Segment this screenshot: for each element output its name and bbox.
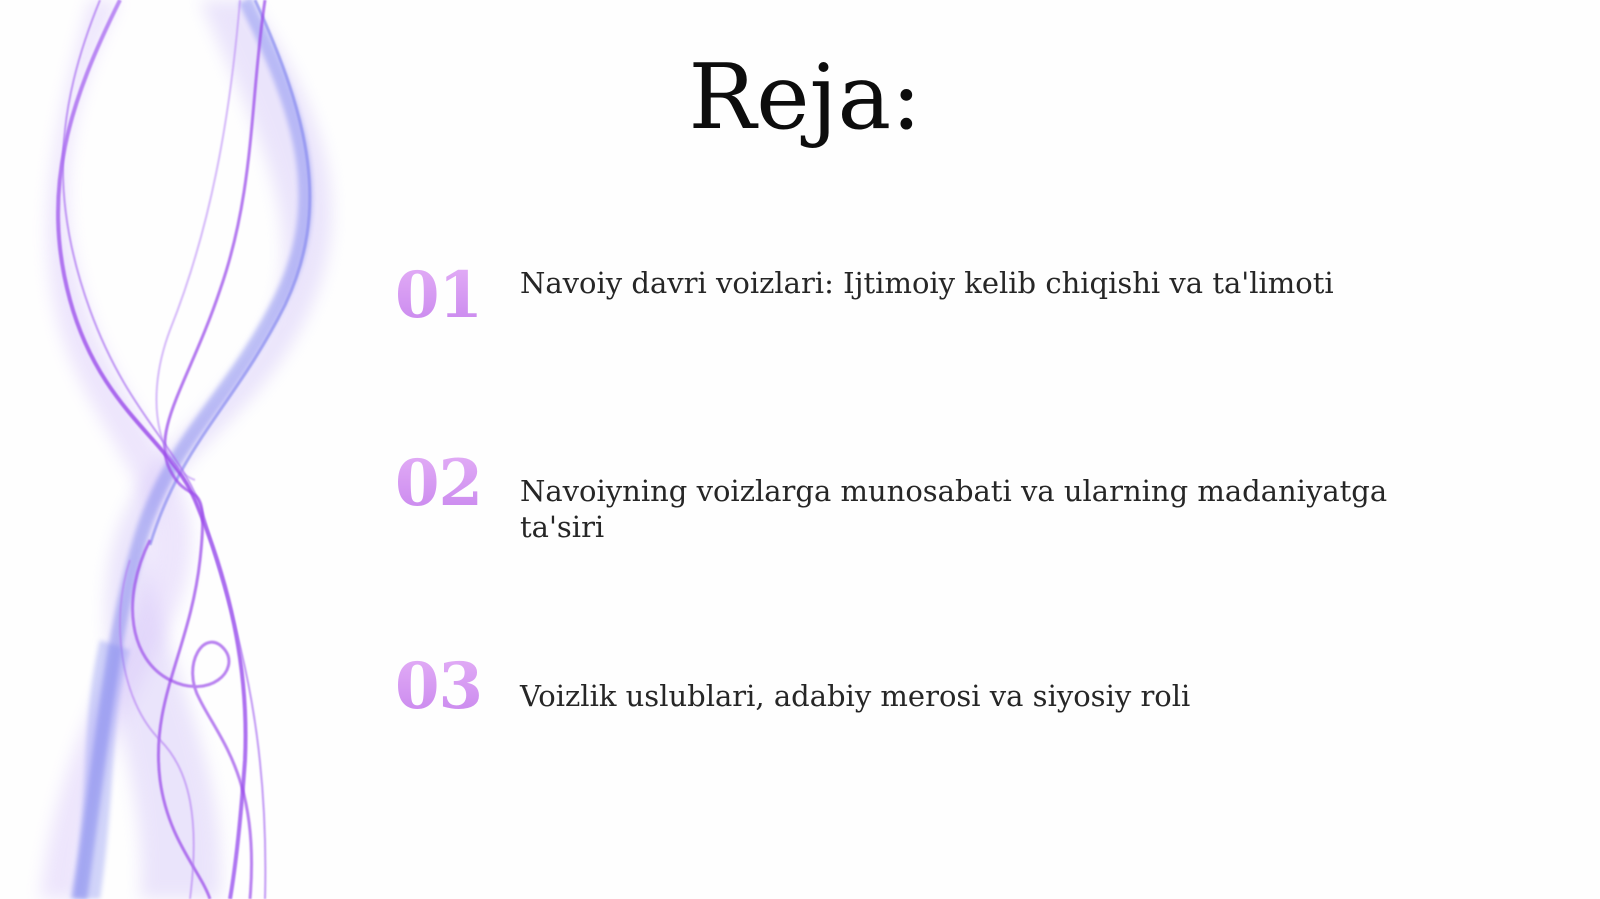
agenda-item-number: 01 [395,258,483,333]
slide-title: Reja: [688,45,922,150]
purple-smoke-ribbon-decoration [0,0,400,899]
agenda-item-text: Navoiyning voizlarga munosabati va ularning madaniyatga ta'siri [520,474,1388,544]
agenda-item-number: 02 [395,446,483,521]
agenda-item-text: Navoiy davri voizlari: Ijtimoiy kelib chiqishi va ta'limoti [520,266,1334,300]
agenda-item-text: Voizlik uslublari, adabiy merosi va siyosiy roli [520,679,1191,713]
agenda-item-number: 03 [395,649,483,724]
